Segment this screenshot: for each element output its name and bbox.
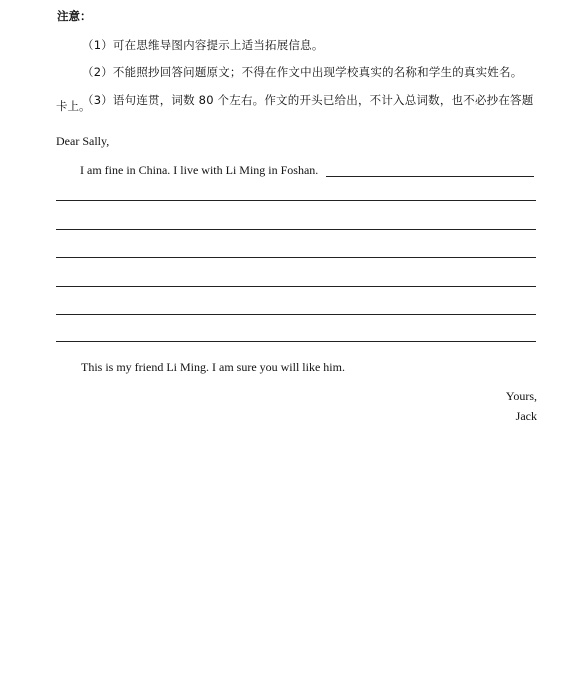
note-item-1: （1）可在思维导图内容提示上适当拓展信息。 [82,38,324,52]
writing-line-5[interactable] [56,314,536,315]
letter-opening: I am fine in China. I live with Li Ming in Foshan. [80,163,319,177]
writing-line-3[interactable] [56,257,536,258]
writing-line-1[interactable] [56,200,536,201]
letter-closing: This is my friend Li Ming. I am sure you will like him. [81,360,345,374]
note-item-2: （2）不能照抄回答问题原文；不得在作文中出现学校真实的名称和学生的真实姓名。 [82,65,523,79]
writing-line-opening[interactable] [326,176,534,177]
writing-line-4[interactable] [56,286,536,287]
writing-line-6[interactable] [56,341,536,342]
note-item-3-continuation: 卡上。 [56,99,91,113]
letter-salutation: Dear Sally, [56,134,110,148]
writing-line-2[interactable] [56,229,536,230]
letter-signature: Jack [515,409,537,423]
letter-signoff: Yours, [505,389,537,403]
note-item-3: （3）语句连贯，词数 80 个左右。作文的开头已给出，不计入总词数，也不必抄在答题 [82,93,534,107]
notes-title: 注意： [57,9,92,23]
